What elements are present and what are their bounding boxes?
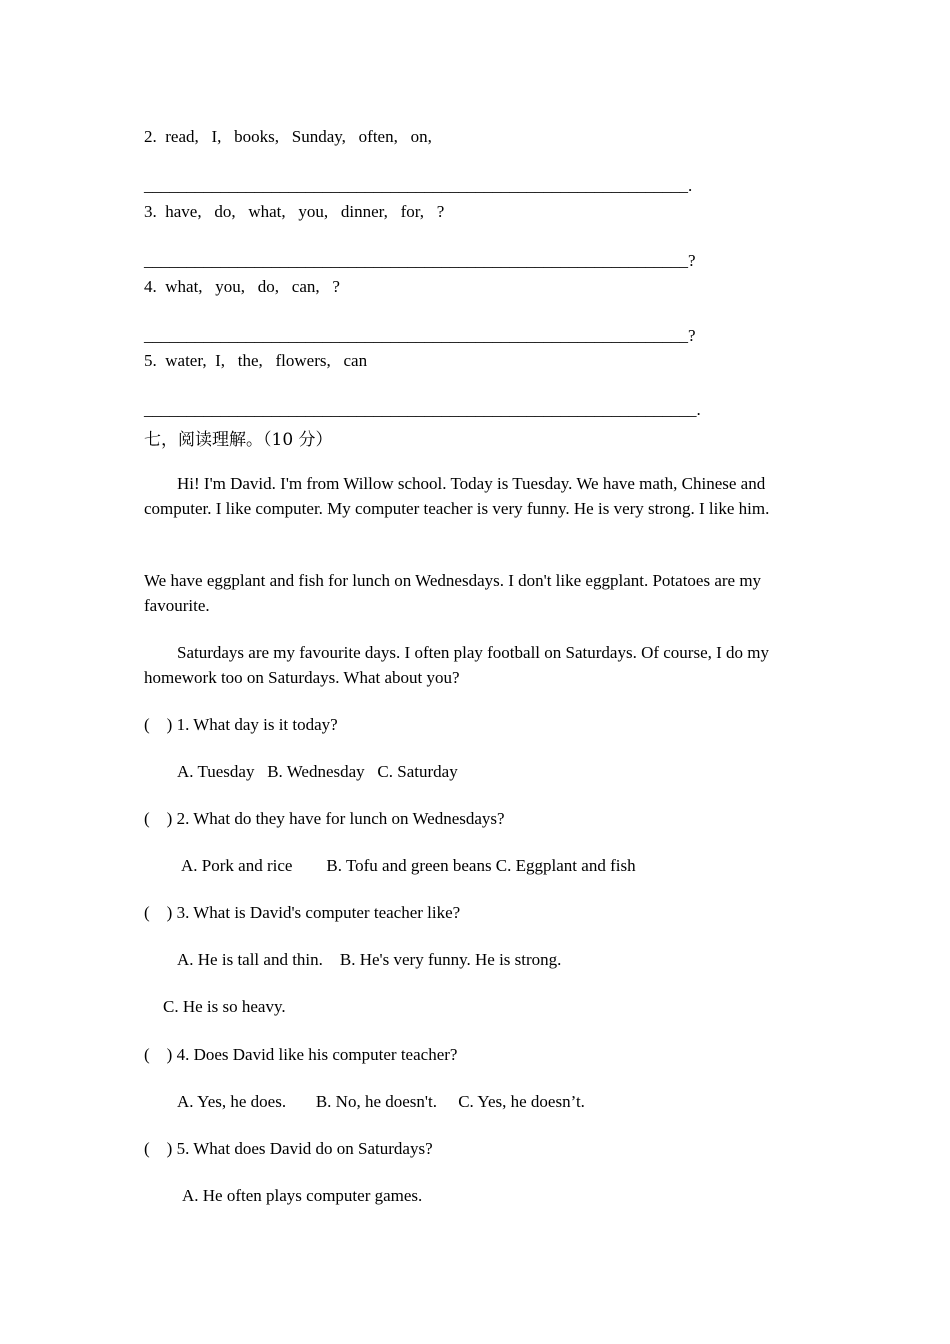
- reorder-prompt-4: 4. what, you, do, can, ?: [144, 277, 340, 296]
- question-1-options: A. Tuesday B. Wednesday C. Saturday: [177, 762, 458, 781]
- question-4[interactable]: ( ) 4. Does David like his computer teacher?: [144, 1045, 458, 1064]
- question-2[interactable]: ( ) 2. What do they have for lunch on Wednesdays?: [144, 809, 505, 828]
- passage-paragraph-1: Hi! I'm David. I'm from Willow school. Today is Tuesday. We have math, Chinese and computer. I like computer. My computer teacher is very funny. He is very strong. I like him.: [144, 474, 770, 518]
- reading-section-heading: 七，阅读理解。（10 分）: [144, 430, 333, 450]
- passage-paragraph-2: We have eggplant and fish for lunch on Wednesdays. I don't like eggplant. Potatoes are my favourite.: [144, 571, 762, 615]
- reorder-answer-line-3[interactable]: ________________________________________________________________?: [144, 251, 696, 270]
- question-5-options: A. He often plays computer games.: [182, 1186, 423, 1205]
- passage-paragraph-3: Saturdays are my favourite days. I often play football on Saturdays. Of course, I do my homework too on Saturdays. What about you?: [144, 643, 770, 687]
- question-3-options-line-1: A. He is tall and thin. B. He's very funny. He is strong.: [177, 950, 562, 969]
- question-3-options-line-2: C. He is so heavy.: [163, 997, 286, 1016]
- question-3[interactable]: ( ) 3. What is David's computer teacher like?: [144, 903, 461, 922]
- reorder-answer-line-4[interactable]: ________________________________________________________________?: [144, 326, 696, 345]
- question-2-options: A. Pork and rice B. Tofu and green beans C. Eggplant and fish: [181, 856, 636, 875]
- reorder-prompt-3: 3. have, do, what, you, dinner, for, ?: [144, 202, 445, 221]
- reorder-prompt-2: 2. read, I, books, Sunday, often, on,: [144, 127, 432, 146]
- reorder-answer-line-5[interactable]: _________________________________________________________________.: [144, 400, 701, 419]
- question-5[interactable]: ( ) 5. What does David do on Saturdays?: [144, 1139, 433, 1158]
- question-1[interactable]: ( ) 1. What day is it today?: [144, 715, 338, 734]
- reorder-prompt-5: 5. water, I, the, flowers, can: [144, 351, 368, 370]
- reorder-answer-line-2[interactable]: ________________________________________________________________.: [144, 176, 693, 195]
- question-4-options: A. Yes, he does. B. No, he doesn't. C. Yes, he doesn’t.: [177, 1092, 585, 1111]
